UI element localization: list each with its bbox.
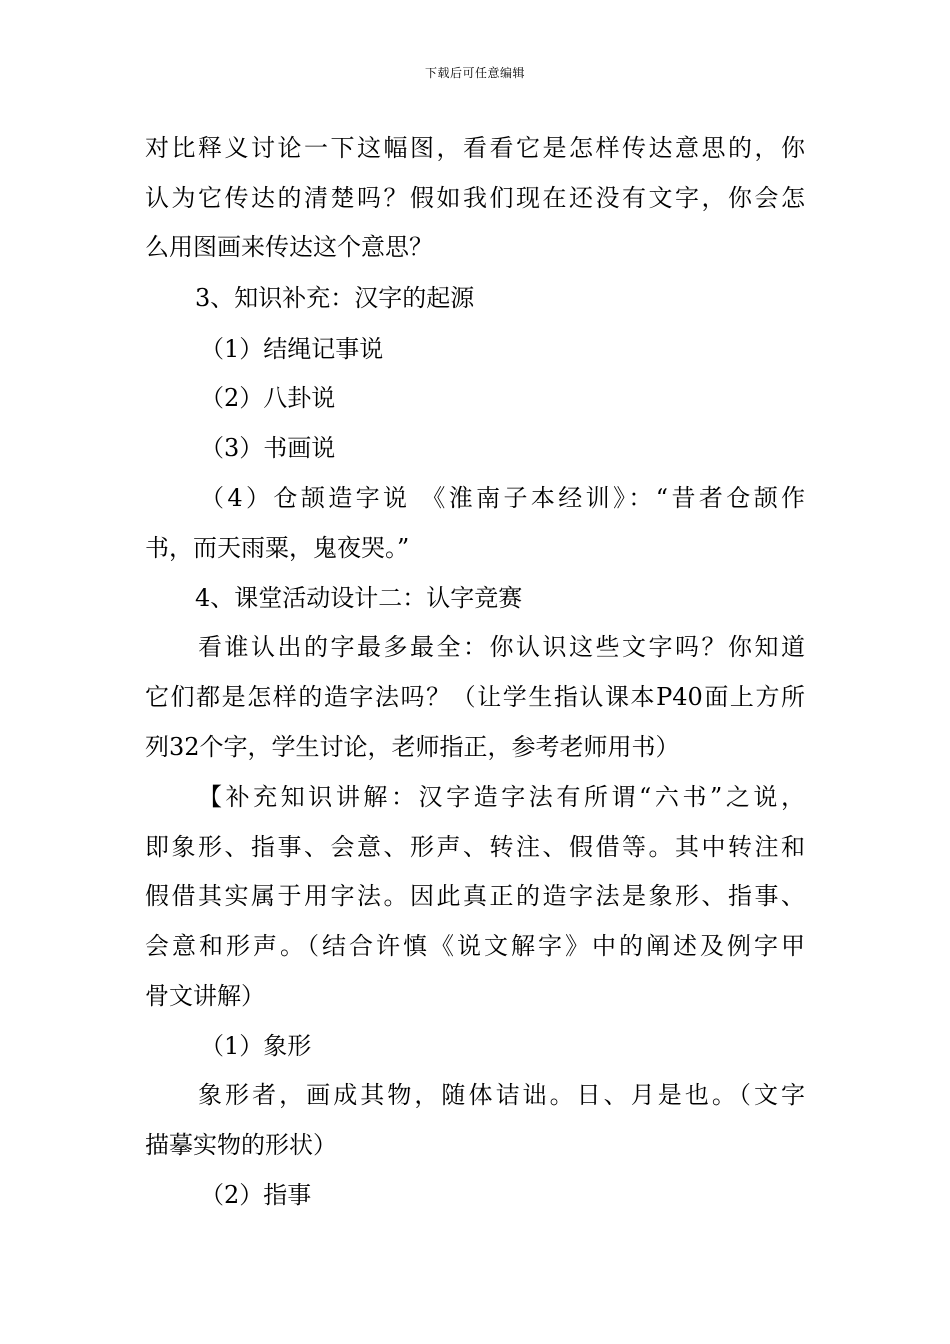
text-line: （4）仓颉造字说 《淮南子本经训》：“昔者仓颉作 (200, 484, 805, 512)
text-line: 会意和形声。（结合许慎《说文解字》中的阐述及例字甲 (145, 932, 805, 960)
text-line: 【补充知识讲解：汉字造字法有所谓“六书”之说， (198, 783, 805, 811)
page-header: 下载后可任意编辑 (424, 66, 525, 80)
text-line: 描摹实物的形状） (145, 1131, 337, 1159)
text-line: 象形者，画成其物，随体诘诎。日、月是也。（文字 (198, 1081, 805, 1109)
text-line: 书，而天雨粟，鬼夜哭。” (145, 534, 410, 562)
text-line: （2）八卦说 (200, 384, 336, 412)
text-line: 对比释义讨论一下这幅图，看看它是怎样传达意思的，你 (145, 134, 805, 162)
text-line: 它们都是怎样的造字法吗？（让学生指认课本P40面上方所 (145, 683, 805, 711)
text-line: 4、课堂活动设计二：认字竞赛 (195, 584, 523, 612)
text-line: 认为它传达的清楚吗？假如我们现在还没有文字，你会怎 (145, 184, 805, 212)
text-line: 即象形、指事、会意、形声、转注、假借等。其中转注和 (145, 833, 805, 861)
text-line: 列32个字，学生讨论，老师指正，参考老师用书） (145, 733, 680, 761)
text-line: （1）象形 (200, 1032, 312, 1060)
text-line: 么用图画来传达这个意思？ (145, 233, 433, 261)
text-line: 3、知识补充：汉字的起源 (195, 284, 475, 312)
text-line: （3）书画说 (200, 434, 336, 462)
text-line: （1）结绳记事说 (200, 335, 384, 363)
text-line: 看谁认出的字最多最全：你认识这些文字吗？你知道 (198, 633, 805, 661)
text-line: 骨文讲解） (145, 982, 265, 1010)
text-line: 假借其实属于用字法。因此真正的造字法是象形、指事、 (145, 882, 805, 910)
text-line: （2）指事 (200, 1181, 312, 1209)
